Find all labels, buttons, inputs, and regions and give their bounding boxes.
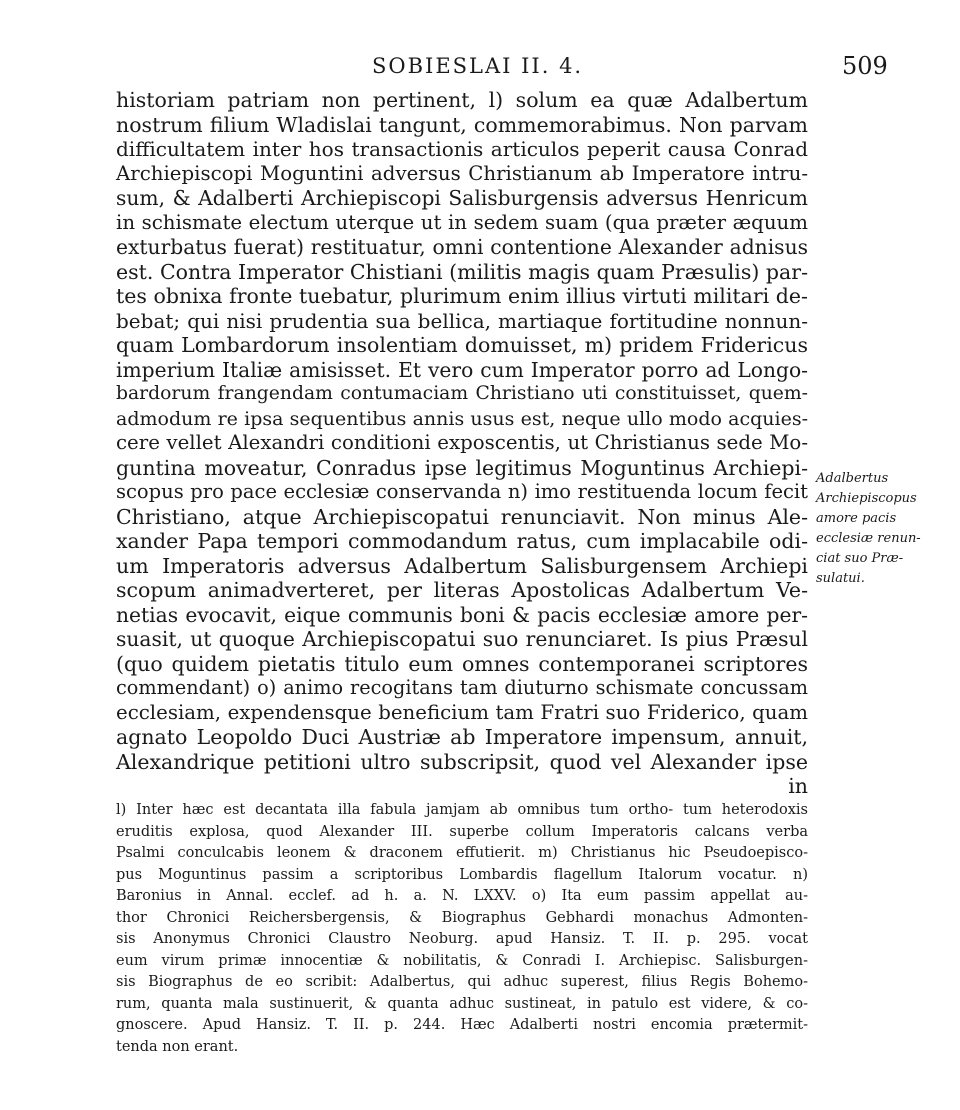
marginal-note-line: amore pacis xyxy=(816,511,897,526)
footnote-line: eum virum primæ innocentiæ & nobilitatis, & Conradi I. Archiepisc. Salisburgen- xyxy=(116,952,808,969)
body-line: exturbatus fuerat) restituatur, omni contentione Alexander adnisus xyxy=(116,235,808,259)
footnote-line: rum, quanta mala sustinuerit, & quanta adhuc sustineat, in patulo est videre, & co- xyxy=(116,995,808,1012)
footnote-line: Psalmi conculcabis leonem & draconem effutierit. m) Christianus hic Pseudoepisco- xyxy=(116,845,808,861)
body-line: (quo quidem pietatis titulo eum omnes contemporanei scriptores xyxy=(116,651,808,676)
footnote-line: l) Inter hæc est decantata illa fabula jamjam ab omnibus tum ortho- tum heterodoxis xyxy=(116,802,808,818)
body-line: imperium Italiæ amisisset. Et vero cum Imperator porro ad Longo- xyxy=(116,357,808,382)
body-line: nostrum filium Wladislai tangunt, commemorabimus. Non parvam xyxy=(116,112,808,137)
body-line: in schismate electum uterque ut in sedem suam (qua præter æquum xyxy=(116,210,808,234)
page-number: 509 xyxy=(842,52,888,80)
footnote-line: eruditis explosa, quod Alexander III. superbe collum Imperatoris calcans verba xyxy=(116,823,808,840)
body-line: guntina moveatur, Conradus ipse legitimus Moguntinus Archiepi- xyxy=(116,455,808,480)
marginal-note-line: ecclesiæ renun- xyxy=(816,531,921,546)
body-line: bebat; qui nisi prudentia sua bellica, martiaque fortitudine nonnun- xyxy=(116,308,808,333)
marginal-note xyxy=(816,469,946,589)
body-line: Christiano, atque Archiepiscopatui renunciavit. Non minus Ale- xyxy=(116,504,808,529)
marginal-note-line: Archiepiscopus xyxy=(816,491,917,506)
body-line: ecclesiam, expendensque beneficium tam Fratri suo Friderico, quam xyxy=(116,700,808,724)
body-line: scopus pro pace ecclesiæ conservanda n) imo restituenda locum fecit xyxy=(116,480,808,503)
body-line: netias evocavit, eique communis boni & pacis ecclesiæ amore per- xyxy=(116,602,808,627)
footnote-line: gnoscere. Apud Hansiz. T. II. p. 244. Hæc Adalberti nostri encomia prætermit- xyxy=(116,1017,808,1033)
body-line: xander Papa tempori commodandum ratus, cum implacabile odi- xyxy=(116,529,808,553)
body-line: cere vellet Alexandri conditioni exposcentis, ut Christianus sede Mo- xyxy=(116,431,808,454)
body-line: commendant) o) animo recogitans tam diuturno schismate concussam xyxy=(116,676,808,699)
body-line: quam Lombardorum insolentiam domuisset, m) pridem Fridericus xyxy=(116,333,808,357)
footnote-line: tenda non erant. xyxy=(116,1038,239,1055)
footnote-line: Baronius in Annal. ecclef. ad h. a. N. LXXV. o) Ita eum passim appellat au- xyxy=(116,888,808,904)
catchword: in xyxy=(788,774,808,798)
body-line: difficultatem inter hos transactionis articulos peperit causa Conrad xyxy=(116,137,808,161)
body-line: admodum re ipsa sequentibus annis usus est, neque ullo modo acquies- xyxy=(116,407,808,430)
marginal-note-line: ciat suo Præ- xyxy=(816,551,904,566)
footnote-line: pus Moguntinus passim a scriptoribus Lombardis flagellum Italorum vocatur. n) xyxy=(116,866,808,883)
body-line: Alexandrique petitioni ultro subscripsit, quod vel Alexander ipse xyxy=(116,749,808,774)
body-line: scopum animadverteret, per literas Apostolicas Adalbertum Ve- xyxy=(116,578,808,602)
body-text xyxy=(116,88,808,799)
footnote-line: sis Biographus de eo scribit: Adalbertus, qui adhuc superest, filius Regis Bohemo- xyxy=(116,974,808,990)
running-title: SOBIESLAI II. 4. xyxy=(372,54,584,78)
body-line: sum, & Adalberti Archiepiscopi Salisburgensis adversus Henricum xyxy=(116,186,808,210)
footnote-line: sis Anonymus Chronici Claustro Neoburg. apud Hansiz. T. II. p. 295. vocat xyxy=(116,931,808,947)
marginal-note-line: sulatui. xyxy=(816,571,865,586)
footnote-line: thor Chronici Reichersbergensis, & Biographus Gebhardi monachus Admonten- xyxy=(116,909,808,926)
running-head xyxy=(0,54,960,84)
body-line: suasit, ut quoque Archiepiscopatui suo renunciaret. Is pius Præsul xyxy=(116,627,808,651)
body-line: um Imperatoris adversus Adalbertum Salisburgensem Archiepi xyxy=(116,553,808,578)
body-line: historiam patriam non pertinent, l) solum ea quæ Adalbertum xyxy=(116,88,808,112)
body-line: tes obnixa fronte tuebatur, plurimum enim illius virtuti militari de- xyxy=(116,284,808,308)
body-line: Archiepiscopi Moguntini adversus Christianum ab Imperatore intru- xyxy=(116,161,808,185)
marginal-note-line: Adalbertus xyxy=(816,471,889,486)
footnotes xyxy=(116,800,808,1058)
body-line: agnato Leopoldo Duci Austriæ ab Imperatore impensum, annuit, xyxy=(116,725,808,749)
body-line: est. Contra Imperator Chistiani (militis magis quam Præsulis) par- xyxy=(116,259,808,284)
body-line: bardorum frangendam contumaciam Christiano uti constituisset, quem- xyxy=(116,383,808,404)
